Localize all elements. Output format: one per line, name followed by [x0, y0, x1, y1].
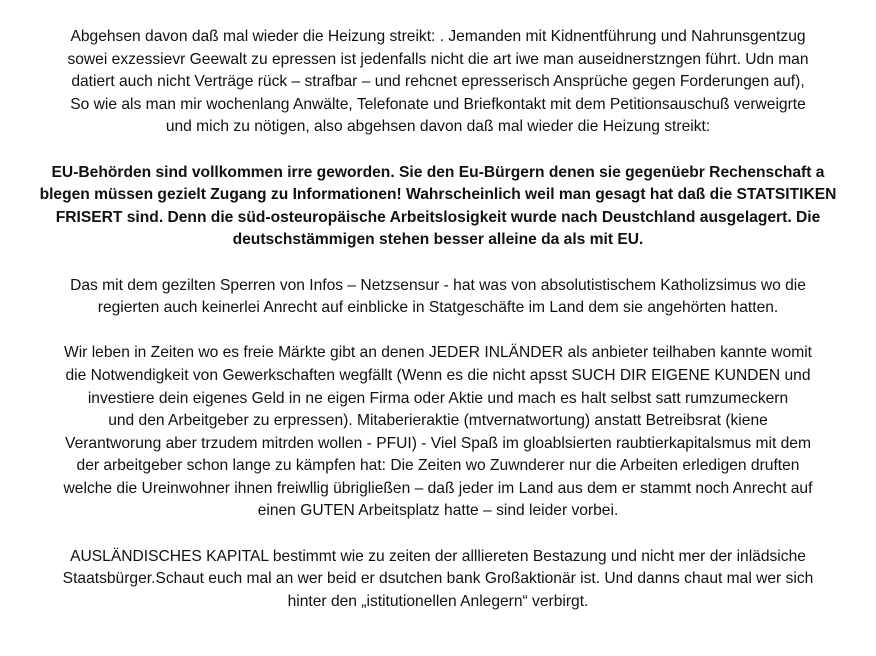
text-line: deutschstämmigen stehen besser alleine da als mit EU. [232, 231, 644, 249]
paragraph-gap [0, 252, 876, 275]
text-line: sowei exzessievr Geewalt zu epressen ist jedenfalls nicht die art iwe man auseidnerstzngen führt. Udn man [67, 50, 809, 68]
text-line: Das mit dem gezilten Sperren von Infos – Netzsensur - hat was von absolutistischem Katholizsimus wo die [70, 276, 806, 294]
text-line: hinter den „istitutionellen Anlegern“ verbirgt. [287, 592, 589, 610]
text-line: AUSLÄNDISCHES KAPITAL bestimmt wie zu zeiten der allliereten Bestazung und nicht mer der inlädsiche [70, 547, 806, 565]
text-line: und mich zu nötigen, also abgehsen davon daß mal wieder die Heizung streikt: [165, 118, 711, 136]
paragraph-censorship [0, 275, 876, 320]
paragraph-free-markets [0, 342, 876, 523]
paragraph-gap [0, 320, 876, 343]
paragraph-eu-authorities [0, 162, 876, 252]
text-line: EU-Behörden sind vollkommen irre geworden. Sie den Eu-Bürgern denen sie gegenüebr Rechenschaft a [51, 163, 825, 181]
text-line: Abgehsen davon daß mal wieder die Heizung streikt: . Jemanden mit Kidnentführung und Nahrunsgentzug [70, 28, 806, 45]
text-line: So wie als man mir wochenlang Anwälte, Telefonate und Briefkontakt mit dem Petitionsauschuß verweigrte [70, 95, 806, 113]
text-line: die Notwendigkeit von Gewerkschaften wegfällt (Wenn es die nicht apsst SUCH DIR EIGENE KUNDEN und [65, 366, 811, 384]
text-line: blegen müssen gezielt Zugang zu Informationen! Wahrscheinlich weil man gesagt hat daß die STATSITIKEN [39, 186, 837, 204]
paragraph-foreign-capital [0, 546, 876, 614]
text-line: Wir leben in Zeiten wo es freie Märkte gibt an denen JEDER INLÄNDER als anbieter teilhaben kannte womit [64, 344, 812, 362]
paragraph-gap [0, 523, 876, 546]
text-line: der arbeitgeber schon lange zu kämpfen hat: Die Zeiten wo Zuwnderer nur die Arbeiten erledigen druften [76, 457, 800, 475]
text-line: und den Arbeitgeber zu erpressen). Mitaberieraktie (mtvernatwortung) anstatt Betreibsrat (kiene [108, 412, 768, 430]
text-line: Verantworung aber trzudem mitrden wollen - PFUI) - Viel Spaß im gloablsierten raubtierkapitalsmus mit dem [65, 434, 811, 452]
text-line: FRISERT sind. Denn die süd-osteuropäische Arbeitslosigkeit wurde nach Deustchland ausgelagert. Die [55, 208, 821, 226]
text-line: Staatsbürger.Schaut euch mal an wer beid er dsutchen bank Großaktionär ist. Und danns chaut mal wer sich [62, 570, 814, 588]
text-line: einen GUTEN Arbeitsplatz hatte – sind leider vorbei. [257, 502, 619, 520]
paragraph-heating [0, 26, 876, 139]
paragraph-gap [0, 139, 876, 162]
text-line: welche die Ureinwohner ihnen freiwllig übrigließen – daß jeder im Land aus dem er stammt noch Anrecht auf [63, 479, 813, 497]
text-line: investiere dein eigenes Geld in ne eigen Firma oder Aktie und mach es halt selbst satt rumzumeckern [87, 389, 789, 407]
text-line: datiert auch nicht Verträge rück – strafbar – und rehcnet epresserisch Ansprüche gegen Forderungen auf), [71, 73, 805, 91]
text-line: regierten auch keinerlei Anrecht auf einblicke in Statgeschäfte im Land dem sie angehörten hatten. [97, 299, 779, 317]
